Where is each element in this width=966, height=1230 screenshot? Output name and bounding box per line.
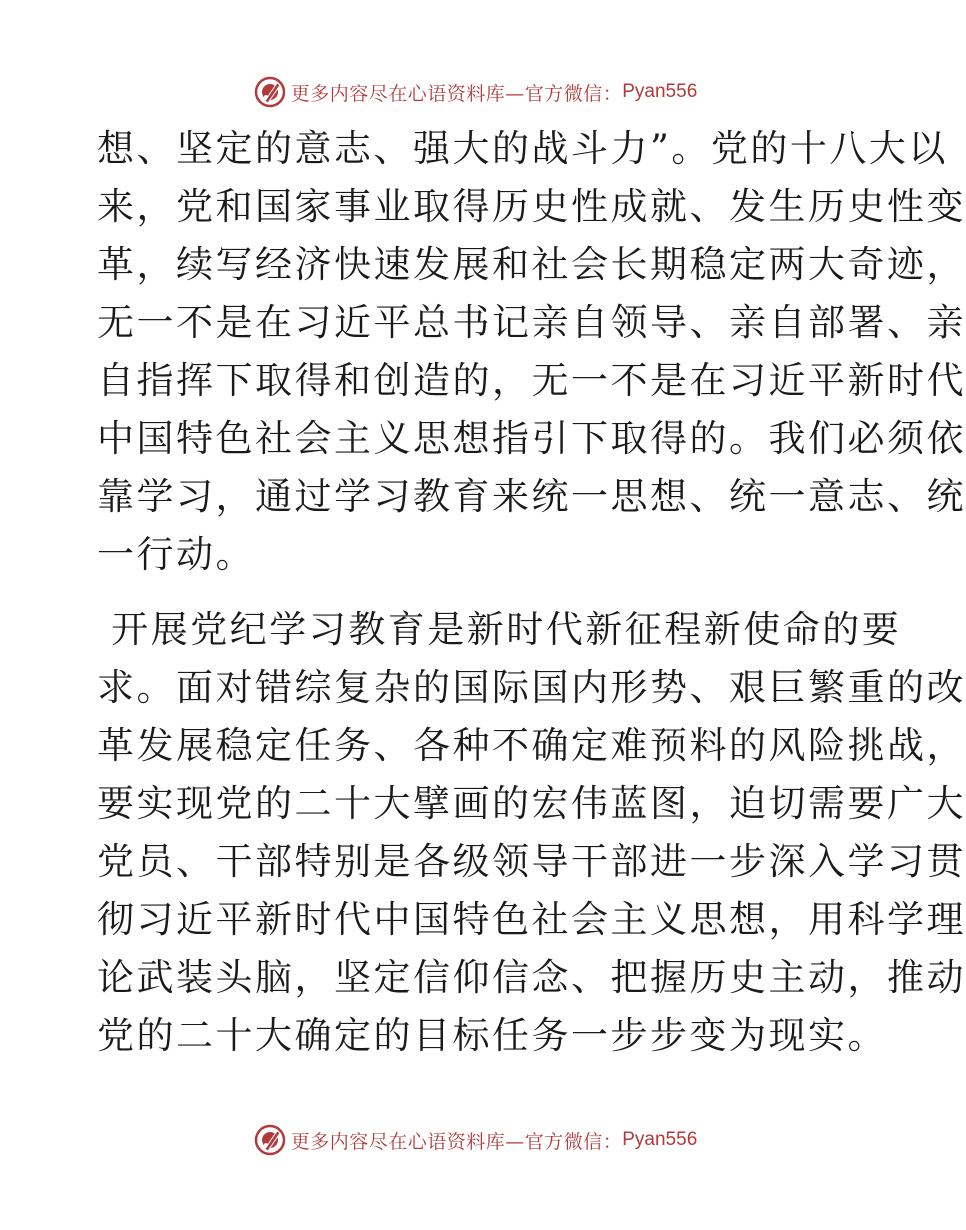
text-line: 革发展稳定任务、各种不确定难预料的风险挑战， xyxy=(97,724,966,767)
text-line: 自指挥下取得和创造的，无一不是在习近平新时代 xyxy=(97,359,966,402)
text-line: 一行动。 xyxy=(97,533,255,576)
paragraph-2 xyxy=(97,601,966,1065)
text-line: 开展党纪学习教育是新时代新征程新使命的要 xyxy=(97,608,902,651)
text-line: 党员、干部特别是各级领导干部进一步深入学习贯 xyxy=(97,840,966,883)
watermark-text: 更多内容尽在心语资料库—官方微信： xyxy=(290,1130,623,1153)
header-watermark xyxy=(0,72,950,112)
pen-logo-icon xyxy=(253,75,287,109)
text-line: 革，续写经济快速发展和社会长期稳定两大奇迹， xyxy=(97,243,966,286)
text-line: 想、坚定的意志、强大的战斗力”。党的十八大以 xyxy=(97,127,948,170)
text-line: 彻习近平新时代中国特色社会主义思想，用科学理 xyxy=(97,898,966,941)
text-line: 党的二十大确定的目标任务一步步变为现实。 xyxy=(97,1014,887,1057)
text-line: 要实现党的二十大擘画的宏伟蓝图，迫切需要广大 xyxy=(97,782,966,825)
text-line: 无一不是在习近平总书记亲自领导、亲自部署、亲 xyxy=(97,301,966,344)
pen-logo-icon xyxy=(253,1123,287,1157)
text-line: 中国特色社会主义思想指引下取得的。我们必须依 xyxy=(97,417,966,460)
watermark-text: 更多内容尽在心语资料库—官方微信： xyxy=(290,82,623,105)
text-line: 论武装头脑，坚定信仰信念、把握历史主动，推动 xyxy=(97,956,966,999)
watermark-id: Pyan556 xyxy=(622,81,698,102)
text-line: 靠学习，通过学习教育来统一思想、统一意志、统 xyxy=(97,475,966,518)
footer-watermark xyxy=(0,1120,950,1160)
watermark-id: Pyan556 xyxy=(622,1129,698,1150)
text-line: 求。面对错综复杂的国际国内形势、艰巨繁重的改 xyxy=(97,666,966,709)
text-line: 来，党和国家事业取得历史性成就、发生历史性变 xyxy=(97,185,966,228)
paragraph-1 xyxy=(97,120,966,584)
